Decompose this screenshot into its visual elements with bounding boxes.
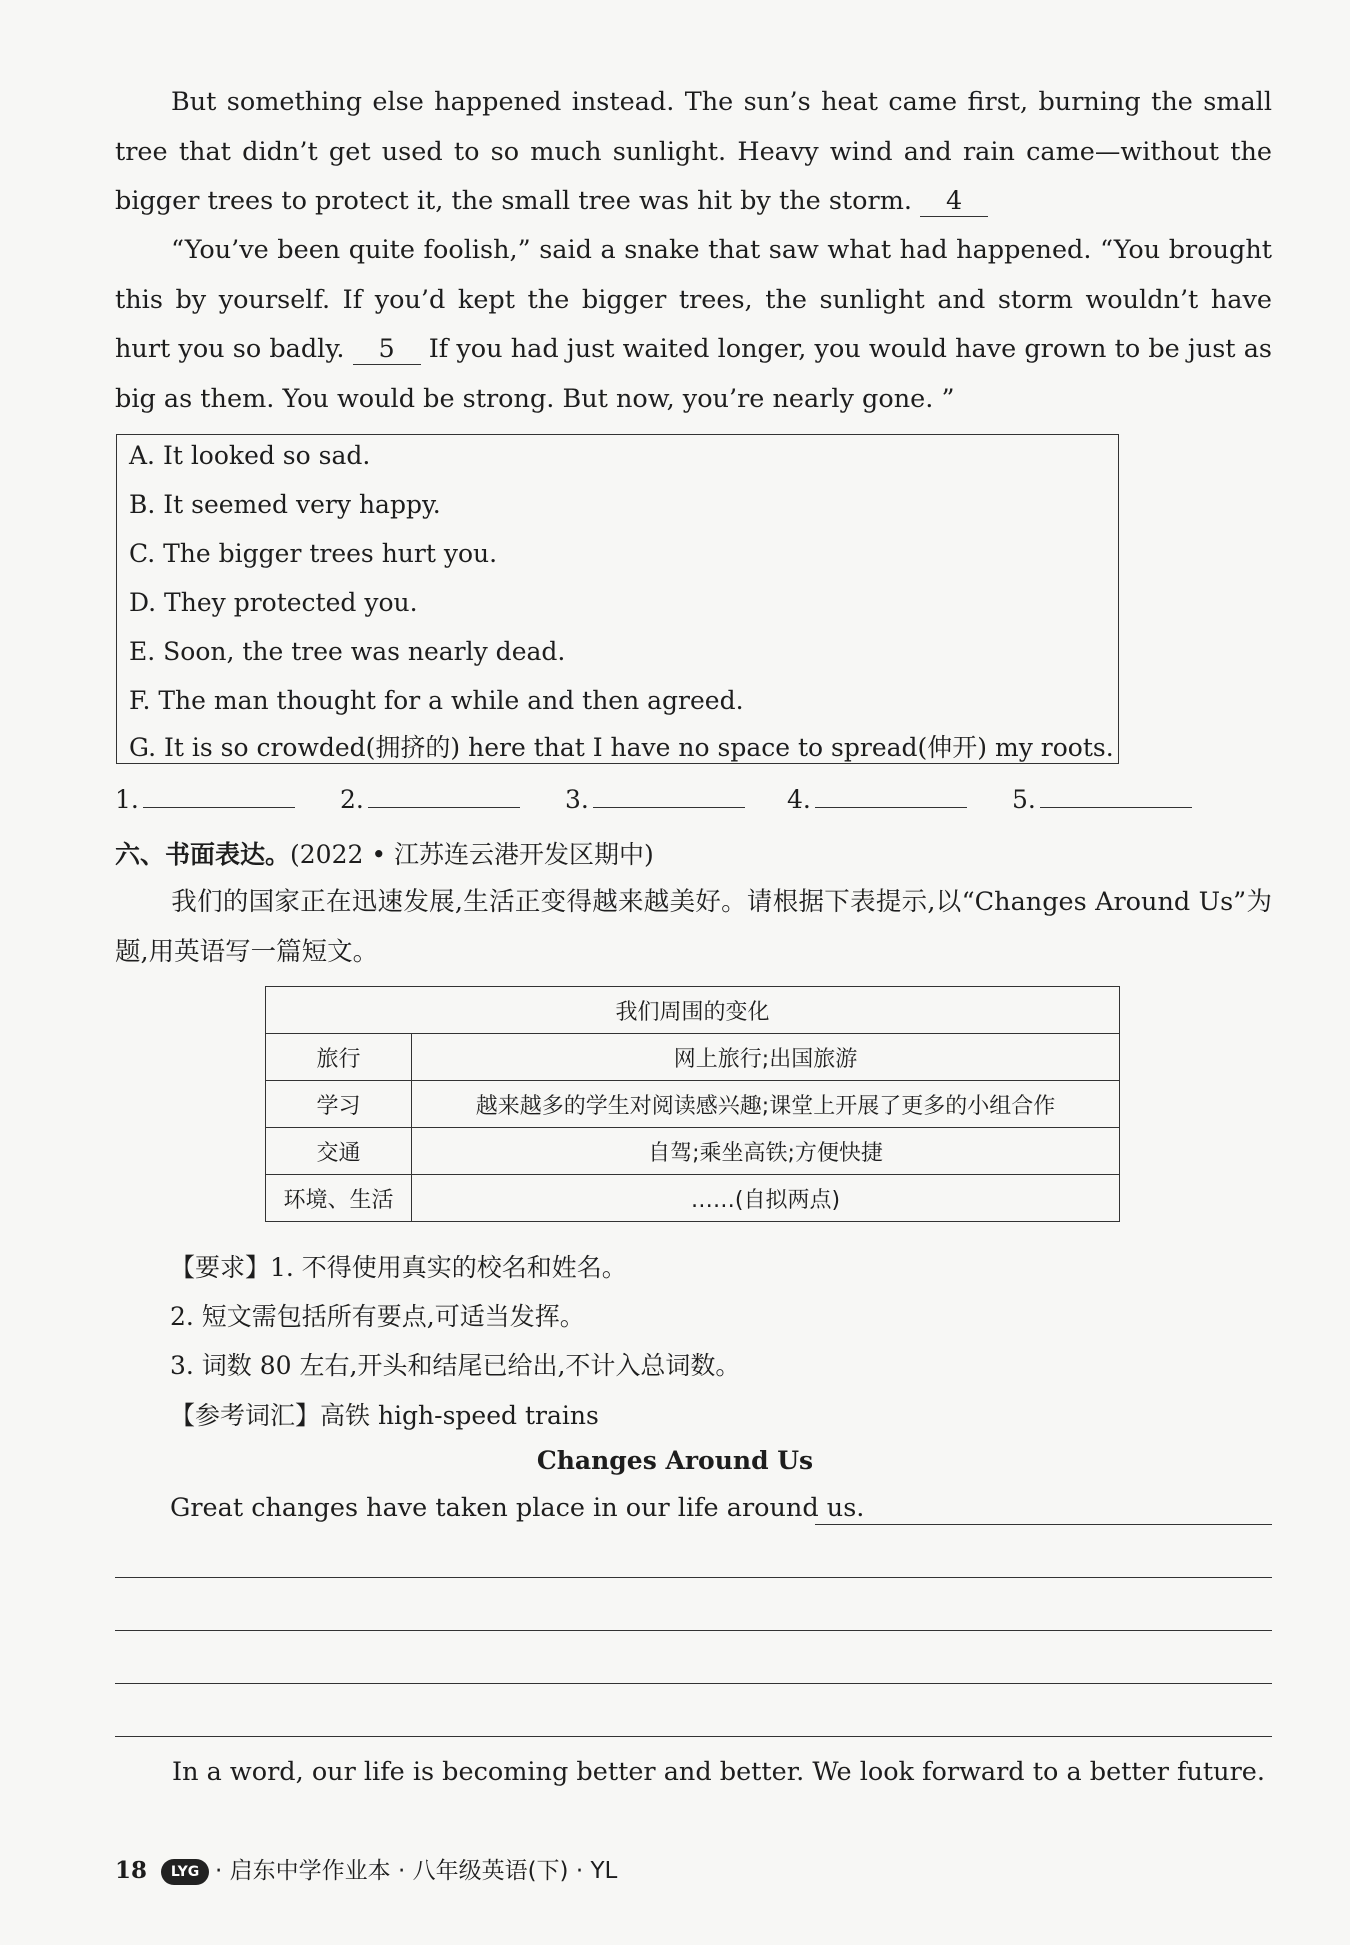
- option-e: E. Soon, the tree was nearly dead.: [129, 637, 566, 666]
- answer-5-line[interactable]: [1040, 785, 1192, 808]
- essay-closing: In a word, our life is becoming better and better. We look forward to a better future.: [172, 1757, 1265, 1787]
- table-row: [266, 1175, 1120, 1222]
- table-value: 自驾;乘坐高铁;方便快捷: [412, 1128, 1120, 1175]
- answer-3-line[interactable]: [593, 785, 745, 808]
- page-number: 18: [115, 1857, 148, 1884]
- table-key: 旅行: [266, 1034, 412, 1081]
- answer-5[interactable]: [1012, 785, 1192, 814]
- table-row: [266, 1034, 1120, 1081]
- options-box: [116, 434, 1119, 764]
- section-instruction: [115, 878, 1272, 977]
- section-title: 六、书面表达。: [115, 840, 291, 869]
- reference-vocab: 【参考词汇】高铁 high-speed trains: [170, 1401, 599, 1430]
- table-key: 交通: [266, 1128, 412, 1175]
- answer-1[interactable]: [115, 785, 295, 814]
- footer-text: · 启东中学作业本 · 八年级英语(下) · YL: [215, 1858, 618, 1884]
- option-f: F. The man thought for a while and then agreed.: [129, 686, 744, 715]
- answer-1-line[interactable]: [143, 785, 295, 808]
- passage-paragraph-1: [115, 78, 1272, 227]
- table-row: [266, 1081, 1120, 1128]
- option-b: B. It seemed very happy.: [129, 490, 441, 519]
- changes-table: [265, 986, 1120, 1222]
- answer-2-line[interactable]: [368, 785, 520, 808]
- requirement-1: 【要求】1. 不得使用真实的校名和姓名。: [170, 1253, 627, 1282]
- writing-line[interactable]: [115, 1683, 1272, 1684]
- answer-3[interactable]: [565, 785, 745, 814]
- table-value: 网上旅行;出国旅游: [412, 1034, 1120, 1081]
- option-g: G. It is so crowded(拥挤的) here that I have no space to spread(伸开) my roots.: [129, 733, 1114, 762]
- answer-5-label: 5.: [1012, 785, 1036, 814]
- section-source: (2022 • 江苏连云港开发区期中): [290, 840, 654, 869]
- writing-line[interactable]: [115, 1736, 1272, 1737]
- requirement-3: 3. 词数 80 左右,开头和结尾已给出,不计入总词数。: [170, 1351, 741, 1380]
- lyg-logo: LYG: [161, 1859, 209, 1885]
- requirement-2: 2. 短文需包括所有要点,可适当发挥。: [170, 1302, 585, 1331]
- answer-2-label: 2.: [340, 785, 364, 814]
- passage-paragraph-2: [115, 226, 1272, 424]
- blank-4: 4: [920, 186, 988, 217]
- writing-line[interactable]: [115, 1577, 1272, 1578]
- answer-4-label: 4.: [787, 785, 811, 814]
- writing-line[interactable]: [815, 1524, 1272, 1525]
- option-c: C. The bigger trees hurt you.: [129, 539, 498, 568]
- table-key: 学习: [266, 1081, 412, 1128]
- page-footer: [115, 1852, 617, 1885]
- passage-text-2b: If you had just waited longer, you would have grown to be just as big as them. You would be strong. But now, you’re nearly gone. ”: [115, 334, 1272, 414]
- essay-opening: Great changes have taken place in our life around us.: [170, 1493, 865, 1523]
- passage-text-2a: “You’ve been quite foolish,” said a snake that saw what had happened. “You brought this by yourself. If you’d kept the bigger trees, the sunlight and storm wouldn’t have hurt you so badly.: [115, 235, 1272, 364]
- instruction-text: 我们的国家正在迅速发展,生活正变得越来越美好。请根据下表提示,以“Changes Around Us”为题,用英语写一篇短文。: [115, 887, 1272, 967]
- section-heading: [115, 835, 654, 871]
- table-key: 环境、生活: [266, 1175, 412, 1222]
- answer-2[interactable]: [340, 785, 520, 814]
- answer-4[interactable]: [787, 785, 967, 814]
- answer-1-label: 1.: [115, 785, 139, 814]
- passage-text-1: But something else happened instead. The sun’s heat came first, burning the small tree that didn’t get used to so much sunlight. Heavy wind and rain came—without the bigger trees to protect it, the small tree was hit by the storm.: [115, 87, 1272, 216]
- answer-3-label: 3.: [565, 785, 589, 814]
- answer-4-line[interactable]: [815, 785, 967, 808]
- option-d: D. They protected you.: [129, 588, 418, 617]
- essay-title: Changes Around Us: [536, 1446, 814, 1475]
- blank-5: 5: [353, 334, 421, 365]
- table-row: [266, 1128, 1120, 1175]
- table-value: 越来越多的学生对阅读感兴趣;课堂上开展了更多的小组合作: [412, 1081, 1120, 1128]
- table-header: 我们周围的变化: [266, 987, 1120, 1034]
- option-a: A. It looked so sad.: [129, 441, 371, 470]
- table-value: ……(自拟两点): [412, 1175, 1120, 1222]
- table-header-row: [266, 987, 1120, 1034]
- writing-line[interactable]: [115, 1630, 1272, 1631]
